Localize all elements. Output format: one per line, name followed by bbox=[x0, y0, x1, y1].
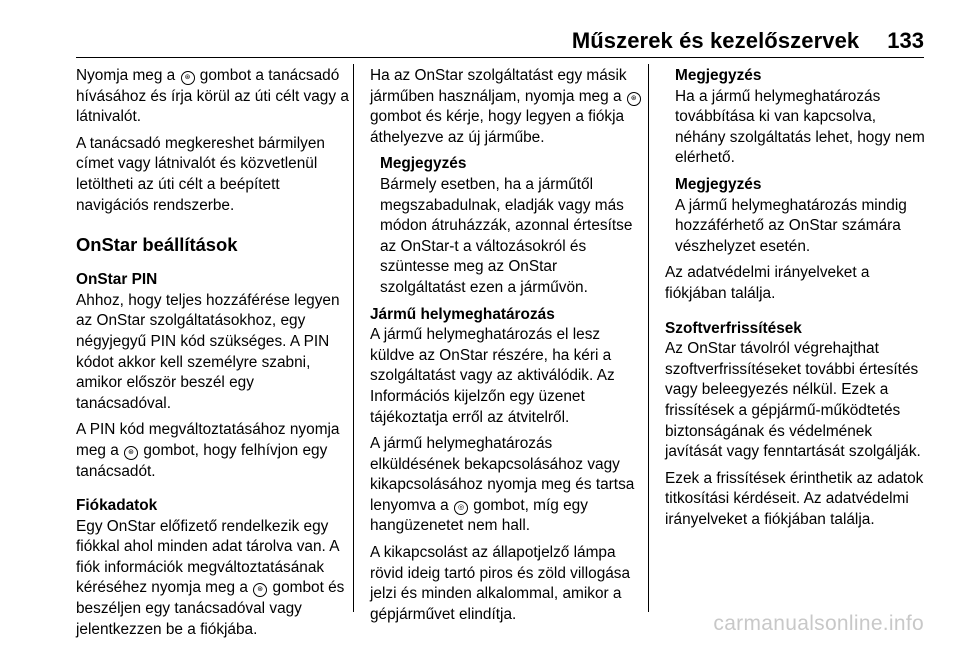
page-number: 133 bbox=[887, 28, 924, 53]
subheading-account-data: Fiókadatok bbox=[76, 497, 158, 515]
paragraph-location-1: A jármű helymeghatározás el lesz küldve az OnStar részére, ha kéri a szolgáltatást vagy az aktiválódik. Az Információs kijelzőn egy üzenet tájékoztatja erről az átvitelről. bbox=[370, 326, 615, 426]
page-header bbox=[76, 24, 924, 58]
subheading-onstar-pin: OnStar PIN bbox=[76, 271, 158, 289]
note-title: Megjegyzés bbox=[675, 175, 762, 193]
column-3 bbox=[665, 66, 930, 536]
section-heading-onstar-settings: OnStar beállítások bbox=[76, 234, 238, 256]
paragraph-other-vehicle: Ha az OnStar szolgáltatást egy másik járműben használjam, nyomja meg a ⊛ gombot és kérje, hogy legyen a fiókja áthelyezve az új járműbe. bbox=[370, 66, 642, 148]
column-divider-1 bbox=[353, 64, 354, 612]
note-text: Ha a jármű helymeghatározás továbbítása ki van kapcsolva, néhány szolgáltatás lehet, hogy nem elérhető. bbox=[675, 87, 925, 167]
column-1 bbox=[76, 66, 350, 646]
onstar-button-icon: ⊛ bbox=[124, 446, 138, 460]
voice-button-icon: ◎ bbox=[454, 501, 468, 515]
column-2 bbox=[370, 66, 642, 631]
note-text: A jármű helymeghatározás mindig hozzáférhető az OnStar számára vészhelyzet esetén. bbox=[675, 196, 907, 255]
note-box bbox=[665, 66, 930, 169]
paragraph-pin-1: Ahhoz, hogy teljes hozzáférése legyen az OnStar szolgáltatásokhoz, egy négyjegyű PIN kód szükséges. A PIN kódot akkor kell személyre szabni, amikor először beszél egy tanácsadóval. bbox=[76, 291, 340, 412]
subheading-software-updates: Szoftverfrissítések bbox=[665, 319, 802, 337]
paragraph-privacy: Az adatvédelmi irányelveket a fiókjában találja. bbox=[665, 264, 870, 302]
paragraph-location-3: A kikapcsolást az állapotjelző lámpa rövid ideig tartó piros és zöld villogása jelzi és minden alkalommal, amikor a gépjárművet elindítja. bbox=[370, 544, 631, 623]
paragraph-software-1: Az OnStar távolról végrehajthat szoftverfrissítéseket további értesítés vagy beleegyezés nélkül. Ezek a frissítések a gépjármű-működtetés biztonságának és védelmének javítását vagy fenntartását szolgálják. bbox=[665, 340, 921, 461]
paragraph-advisor: A tanácsadó megkereshet bármilyen címet vagy látnivalót és közvetlenül letöltheti az úti célt a beépített navigációs rendszerbe. bbox=[76, 134, 325, 214]
paragraph-software-2: Ezek a frissítések érinthetik az adatok titkosítási kérdéseit. Az adatvédelmi irányelveket a fiókjában találja. bbox=[665, 469, 924, 528]
paragraph-press-button: Nyomja meg a ⊛ gombot a tanácsadó hívásához és írja körül az úti célt vagy a látnivalót. bbox=[76, 67, 349, 126]
note-title: Megjegyzés bbox=[675, 67, 762, 84]
note-box bbox=[665, 175, 930, 257]
note-title: Megjegyzés bbox=[380, 155, 467, 173]
paragraph-location-2: A jármű helymeghatározás elküldésének bekapcsolásához vagy kikapcsolásához nyomja meg és tartsa lenyomva a ◎ gombot, míg egy hangüzenetet nem hall. bbox=[370, 435, 635, 535]
onstar-button-icon: ⊛ bbox=[181, 71, 195, 85]
onstar-button-icon: ⊛ bbox=[627, 92, 641, 106]
paragraph-pin-2: A PIN kód megváltoztatásához nyomja meg a ⊛ gombot, hogy felhívjon egy tanácsadót. bbox=[76, 421, 340, 480]
page-title: Műszerek és kezelőszervek bbox=[571, 28, 860, 53]
subheading-vehicle-location: Jármű helymeghatározás bbox=[370, 305, 555, 323]
onstar-button-icon: ⊛ bbox=[253, 583, 267, 597]
watermark: carmanualsonline.info bbox=[713, 612, 924, 635]
note-box bbox=[370, 154, 642, 298]
paragraph-account: Egy OnStar előfizető rendelkezik egy fiókkal ahol minden adat tárolva van. A fiók információk megváltoztatásának kéréséhez nyomja meg a ⊛ gombot és beszéljen egy tanácsadóval vagy jelentkezzen be a fiókjába. bbox=[76, 517, 345, 638]
column-divider-2 bbox=[648, 64, 649, 612]
note-text: Bármely esetben, ha a járműtől megszabadulnak, eladják vagy más módon átruházzák, azonnal értesítse az OnStar-t a változásokról és szüntesse meg az OnStar szolgáltatást ezen a járművön. bbox=[380, 175, 633, 296]
